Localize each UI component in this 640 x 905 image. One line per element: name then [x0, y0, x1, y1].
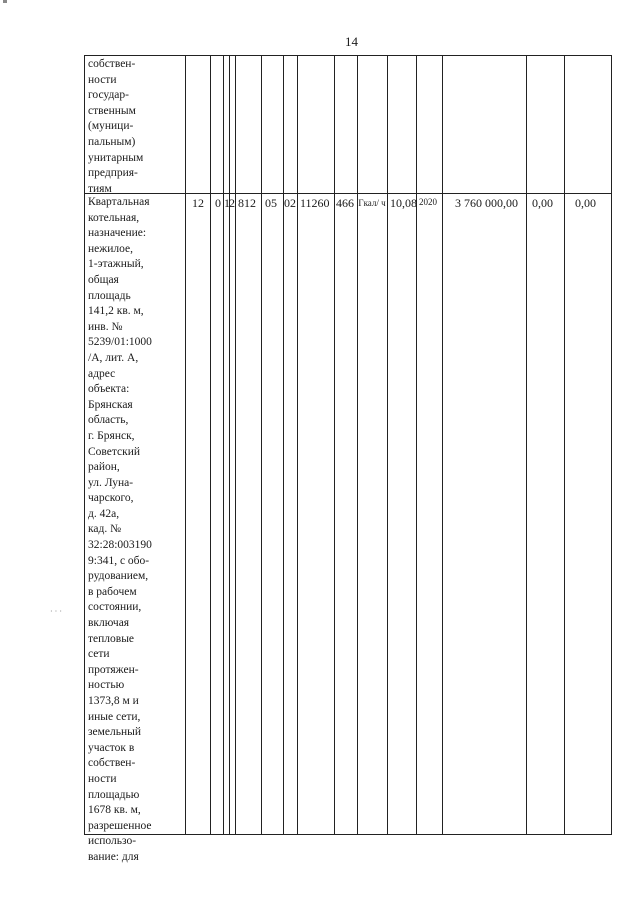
column-divider	[526, 55, 527, 835]
cell-1: 1	[224, 196, 230, 210]
cell-812: 812	[238, 196, 256, 210]
column-divider	[387, 55, 388, 835]
column-divider	[283, 55, 284, 835]
column-divider	[416, 55, 417, 835]
year-cell: 2020	[419, 197, 437, 207]
cell-466: 466	[336, 196, 354, 210]
value-cell-2: 0,00	[575, 196, 596, 210]
column-divider	[564, 55, 565, 835]
scan-edge-mark	[3, 0, 7, 3]
column-divider	[334, 55, 335, 835]
column-divider	[185, 55, 186, 835]
table-border-top	[84, 55, 612, 56]
unit-cell: Гкал/ ч	[358, 198, 386, 208]
cell-0: 0	[215, 196, 221, 210]
object-description-cell: Квартальная котельная, назначение: нежилое, 1-этажный, общая площадь 141,2 кв. м, инв. № 5239/01:1000 /А, лит. А, адрес объекта: Брянская область, г. Брянск, Советский район, ул. Луна- чарского, д. 42а, кад. № 32:28:003190 9:341, с обо- рудованием, в рабочем состоянии, включая тепловые сети протяжен- ностью 1373,8 м и иные сети, земельный участок в собствен- ности площадью 1678 кв. м, разрешенное использо- вание: для	[88, 196, 152, 863]
row-prev-name-cell: собствен- ности государ- ственным (муници- пальным) унитарным предприя- тиям	[88, 58, 144, 195]
cell-12: 12	[192, 196, 204, 210]
amount-cell: 3 760 000,00	[455, 196, 518, 210]
scan-margin-mark: · · ·	[50, 607, 62, 616]
table-border-right	[611, 55, 612, 835]
column-divider	[223, 55, 224, 835]
column-divider	[210, 55, 211, 835]
table-border-left	[84, 55, 85, 835]
property-table	[84, 55, 612, 863]
capacity-cell: 10,08	[390, 196, 417, 210]
column-divider	[261, 55, 262, 835]
column-divider	[229, 55, 230, 835]
cell-2: 2	[229, 196, 235, 210]
column-divider	[357, 55, 358, 835]
column-divider	[235, 55, 236, 835]
column-divider	[297, 55, 298, 835]
column-divider	[442, 55, 443, 835]
cell-11260: 11260	[300, 196, 330, 210]
cell-05: 05	[265, 196, 277, 210]
page-number: 14	[345, 34, 358, 49]
cell-02: 02	[284, 196, 296, 210]
value-cell-1: 0,00	[532, 196, 553, 210]
